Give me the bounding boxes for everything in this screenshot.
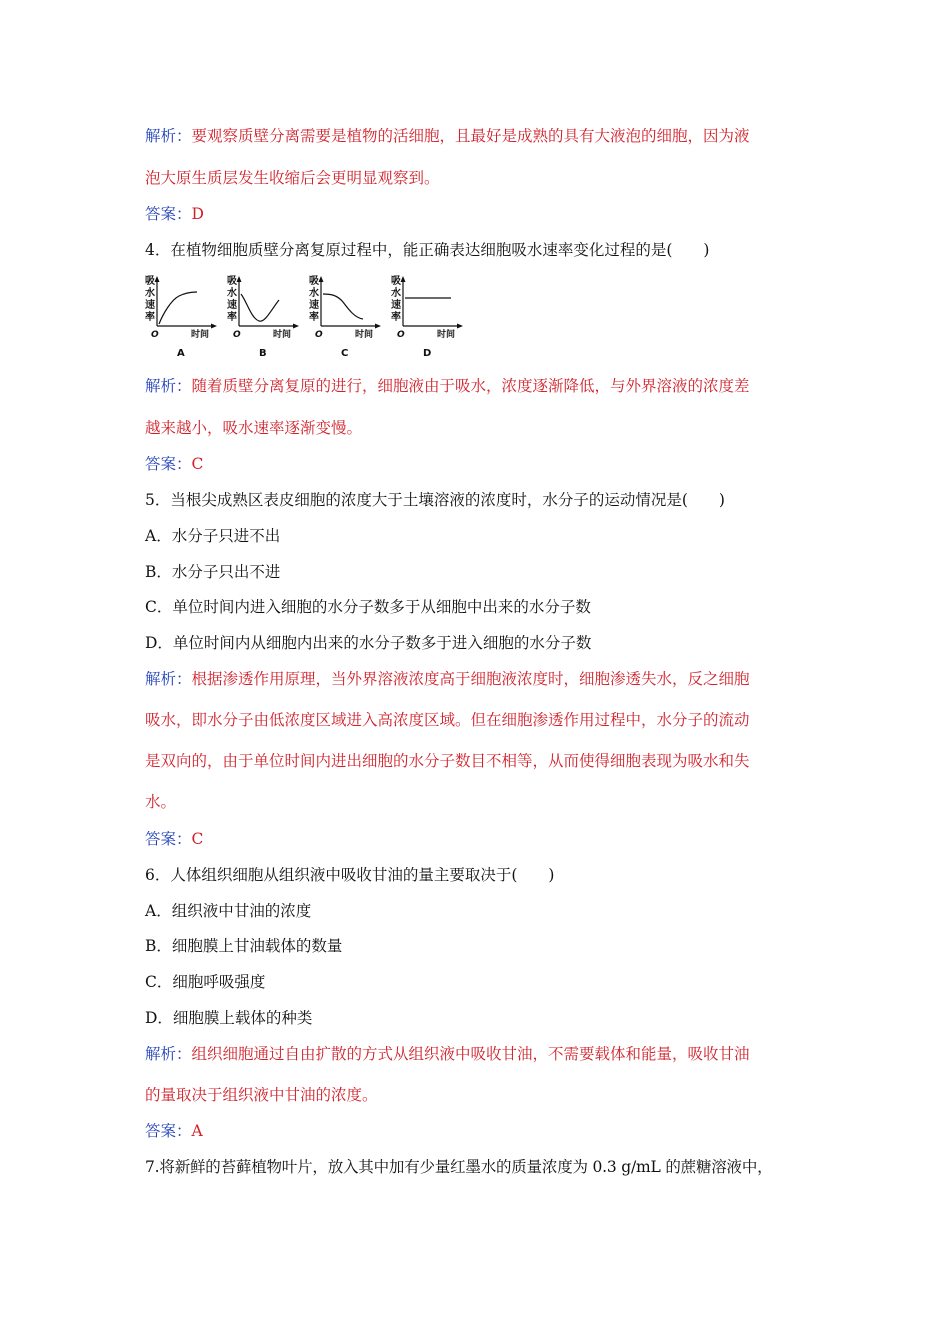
q6-option-b: B．细胞膜上甘油载体的数量 (145, 937, 343, 955)
q3-explanation-label: 解析： (145, 127, 192, 145)
q5-answer (145, 829, 203, 849)
q4-graphs-svg (145, 272, 465, 364)
q6-explanation-text-1: 组织细胞通过自由扩散的方式从组织液中吸收甘油，不需要载体和能量，吸收甘油 (191, 1045, 750, 1063)
q4-graph-option-c (309, 274, 381, 359)
graph-x-label: 时间 (191, 330, 210, 340)
q6-answer-value: A (191, 1122, 203, 1140)
graph-x-label: 时间 (355, 330, 374, 340)
graph-y-label-char: 水 (309, 288, 319, 299)
graph-y-label-char: 吸 (309, 276, 319, 287)
q6-option-a: A．组织液中甘油的浓度 (145, 902, 312, 920)
q5-explanation-line-4: 水。 (145, 793, 177, 811)
q4-explanation-text-1: 随着质壁分离复原的进行，细胞液由于吸水，浓度逐渐降低，与外界溶液的浓度差 (191, 377, 750, 395)
q7-stem: 7.将新鲜的苔藓植物叶片，放入其中加有少量红墨水的质量浓度为 0.3 g/mL 的蔗糖溶液中， (145, 1158, 773, 1176)
graph-x-label: 时间 (273, 330, 292, 340)
graph-origin-label: O (233, 330, 241, 340)
q6-explanation-line-1 (145, 1044, 750, 1064)
graph-y-label-char: 水 (391, 288, 401, 299)
q6-stem: 6．人体组织细胞从组织液中吸收甘油的量主要取决于( ) (145, 866, 555, 884)
q4-stem: 4．在植物细胞质壁分离复原过程中，能正确表达细胞吸水速率变化过程的是( ) (145, 241, 710, 259)
q5-explanation-label: 解析： (145, 670, 192, 688)
graph-y-label-char: 率 (309, 312, 319, 323)
graph-option-letter: D (423, 348, 432, 359)
graph-curve (241, 294, 279, 321)
graph-y-label-char: 速 (227, 300, 237, 311)
graph-curve (323, 294, 363, 319)
q3-explanation-line-2: 泡大原生质层发生收缩后会更明显观察到。 (145, 169, 440, 187)
q3-answer-label: 答案： (145, 205, 192, 223)
graph-y-label-char: 水 (227, 288, 237, 299)
graph-y-arrow (319, 276, 324, 282)
q5-option-b: B．水分子只出不进 (145, 563, 281, 581)
q5-answer-value: C (191, 830, 204, 848)
graph-option-letter: A (177, 348, 185, 359)
q5-option-a: A．水分子只进不出 (145, 527, 281, 545)
q4-answer (145, 454, 203, 474)
graph-y-label-char: 吸 (391, 276, 401, 287)
q6-answer (145, 1121, 203, 1141)
q6-answer-label: 答案： (145, 1122, 192, 1140)
graph-x-label: 时间 (437, 330, 456, 340)
q3-explanation-line-1 (145, 126, 750, 146)
q6-option-c: C．细胞呼吸强度 (145, 973, 266, 991)
graph-y-label-char: 率 (227, 312, 237, 323)
q4-graph-option-a (145, 274, 217, 359)
q3-answer-value: D (191, 205, 204, 223)
q5-explanation-line-3: 是双向的，由于单位时间内进出细胞的水分子数目不相等，从而使得细胞表现为吸水和失 (145, 752, 750, 770)
graph-y-label-char: 水 (145, 288, 155, 299)
graph-y-label-char: 速 (309, 300, 319, 311)
graph-x-arrow (211, 324, 217, 329)
graph-x-arrow (457, 324, 463, 329)
q4-graph-option-d (391, 274, 463, 359)
q5-option-c: C．单位时间内进入细胞的水分子数多于从细胞中出来的水分子数 (145, 598, 591, 616)
q4-answer-label: 答案： (145, 455, 192, 473)
q4-explanation-label: 解析： (145, 377, 192, 395)
q3-answer (145, 204, 204, 224)
graph-origin-label: O (151, 330, 159, 340)
q6-option-d: D．细胞膜上载体的种类 (145, 1009, 313, 1027)
graph-x-arrow (293, 324, 299, 329)
q6-explanation-line-2: 的量取决于组织液中甘油的浓度。 (145, 1086, 378, 1104)
q4-answer-value: C (191, 455, 204, 473)
graph-option-letter: C (341, 348, 349, 359)
graph-y-label-char: 率 (391, 312, 401, 323)
q5-stem: 5．当根尖成熟区表皮细胞的浓度大于土壤溶液的浓度时，水分子的运动情况是( ) (145, 491, 725, 509)
q4-graph-options (145, 272, 465, 364)
q6-explanation-label: 解析： (145, 1045, 192, 1063)
graph-y-label-char: 速 (391, 300, 401, 311)
graph-x-arrow (375, 324, 381, 329)
q5-option-d: D．单位时间内从细胞内出来的水分子数多于进入细胞的水分子数 (145, 634, 592, 652)
graph-origin-label: O (315, 330, 323, 340)
graph-option-letter: B (259, 348, 267, 359)
graph-y-arrow (401, 276, 406, 282)
graph-y-arrow (155, 276, 160, 282)
q4-graph-option-b (227, 274, 299, 359)
q4-explanation-line-2: 越来越小，吸水速率逐渐变慢。 (145, 419, 363, 437)
graph-y-arrow (237, 276, 242, 282)
graph-curve (159, 292, 197, 324)
graph-y-label-char: 吸 (145, 276, 155, 287)
graph-y-label-char: 吸 (227, 276, 237, 287)
q5-explanation-text-1: 根据渗透作用原理，当外界溶液浓度高于细胞液浓度时，细胞渗透失水，反之细胞 (191, 670, 750, 688)
q4-explanation-line-1 (145, 376, 750, 396)
q5-explanation-line-1 (145, 669, 750, 689)
graph-y-label-char: 率 (145, 312, 155, 323)
q5-answer-label: 答案： (145, 830, 192, 848)
q5-explanation-line-2: 吸水，即水分子由低浓度区域进入高浓度区域。但在细胞渗透作用过程中，水分子的流动 (145, 711, 750, 729)
graph-origin-label: O (397, 330, 405, 340)
q3-explanation-text-1: 要观察质壁分离需要是植物的活细胞，且最好是成熟的具有大液泡的细胞，因为液 (191, 127, 750, 145)
graph-y-label-char: 速 (145, 300, 155, 311)
